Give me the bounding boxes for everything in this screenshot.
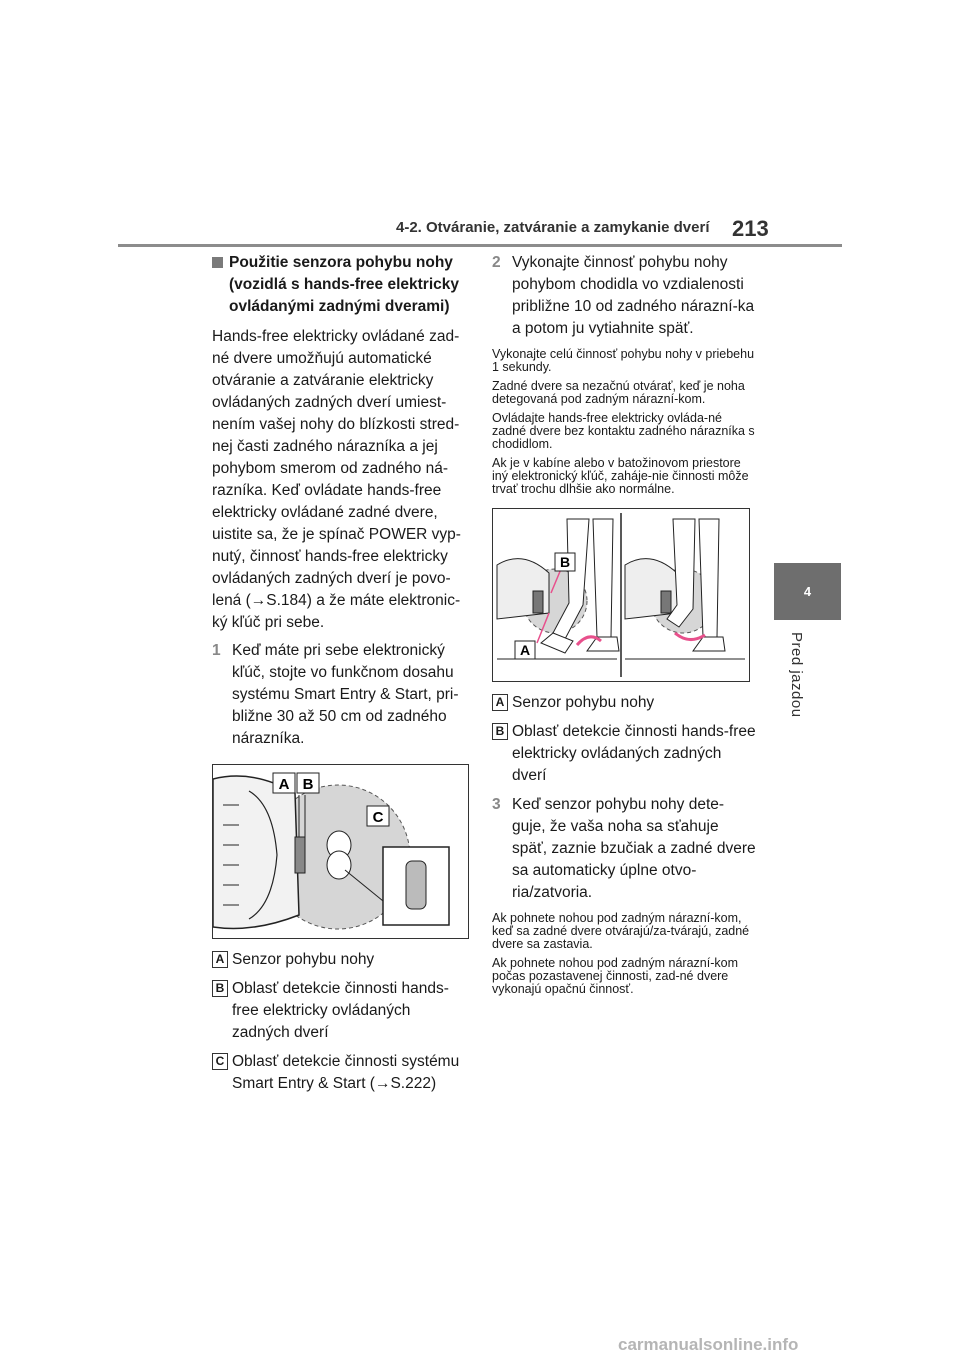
square-bullet-icon xyxy=(212,257,223,268)
step-1 xyxy=(212,640,470,750)
leg-standing-left xyxy=(593,519,613,637)
right-column xyxy=(492,252,756,1002)
section-heading: Použitie senzora pohybu nohy (vozidlá s hands-free elektricky ovládanými zadnými dverami) xyxy=(212,252,470,318)
chapter-label: Pred jazdou xyxy=(788,632,805,718)
step-text: Keď máte pri sebe elektronický kľúč, stojte vo funkčnom dosahu systému Smart Entry & Start, pri-bližne 30 až 50 cm od zadného nárazníka. xyxy=(232,642,459,747)
svg-text:A: A xyxy=(519,642,531,658)
figure2-legend xyxy=(492,692,756,787)
step-number: 2 xyxy=(492,254,501,271)
note: Ak pohnete nohou pod zadným nárazní-kom počas pozastavenej činnosti, zad-né dvere vykonajú opačnú činnosť. xyxy=(492,956,738,996)
figure-rear-bumper-top-view xyxy=(212,764,469,939)
section-title: 4-2. Otváranie, zatváranie a zamykanie dverí xyxy=(396,219,710,236)
foot-right xyxy=(327,851,351,879)
legend-item: B Oblasť detekcie činnosti hands-free elektricky ovládaných zadných dverí xyxy=(212,978,470,1044)
left-column xyxy=(212,252,470,1102)
legend-key: A xyxy=(212,951,228,968)
page-number: 213 xyxy=(732,216,769,241)
note: Vykonajte celú činnosť pohybu nohy v priebehu 1 sekundy. xyxy=(492,347,755,374)
svg-text:C: C xyxy=(372,809,384,826)
figure-foot-kick-side-view xyxy=(492,508,750,682)
note: Ovládajte hands-free elektricky ovláda-né zadné dvere bez kontaktu zadného nárazníka s chodidlom. xyxy=(492,411,755,451)
legend-key: A xyxy=(492,694,508,711)
motion-arrow-right xyxy=(675,633,705,640)
legend-key: C xyxy=(212,1053,228,1070)
step-number: 1 xyxy=(212,642,221,659)
legend-item: A Senzor pohybu nohy xyxy=(212,949,470,971)
legend-item: B Oblasť detekcie činnosti hands-free elektricky ovládaných zadných dverí xyxy=(492,721,756,787)
vehicle-rear xyxy=(213,776,299,928)
step-3 xyxy=(492,794,756,904)
sensor-left xyxy=(533,591,543,613)
electronic-key-icon xyxy=(406,861,426,909)
note: Zadné dvere sa nezačnú otvárať, keď je noha detegovaná pod zadným nárazní-kom. xyxy=(492,379,745,406)
chapter-tab[interactable] xyxy=(774,563,841,620)
watermark: carmanualsonline.info xyxy=(618,1335,799,1354)
svg-text:B: B xyxy=(302,776,314,793)
foot-sensor xyxy=(295,837,305,873)
leg-standing-right xyxy=(699,519,719,637)
note: Ak je v kabíne alebo v batožinovom priestore iný elektronický kľúč, zaháje-nie činnosti môže trvať trochu dlhšie ako normálne. xyxy=(492,456,749,496)
legend-item: C Oblasť detekcie činnosti systému Smart Entry & Start (→S.222) xyxy=(212,1051,470,1095)
svg-text:A: A xyxy=(278,776,290,793)
sensor-right xyxy=(661,591,671,613)
legend-item: A Senzor pohybu nohy xyxy=(492,692,756,714)
chapter-number: 4 xyxy=(803,584,812,599)
header-rule xyxy=(118,244,842,247)
legend-key: B xyxy=(212,980,228,997)
step-2 xyxy=(492,252,756,340)
step-text: Vykonajte činnosť pohybu nohy pohybom chodidla vo vzdialenosti približne 10 od zadného nárazní-ka a potom ju vytiahnite späť. xyxy=(512,254,755,337)
figure1-legend xyxy=(212,949,470,1095)
legend-key: B xyxy=(492,723,508,740)
intro-paragraph: Hands-free elektricky ovládané zad-né dvere umožňujú automatické otváranie a zatváranie elektricky ovládaných zadných dverí umiest-nením vašej nohy do blízkosti stred-nej časti zadného nárazníka a jej pohybom smerom od zadného ná-razníka. Keď ovládate hands-free elektricky ovládané zadné dvere, uistite sa, že je spínač POWER vyp-nutý, činnosť hands-free elektricky ovládaných zadných dverí je povo-lená (→S.184) a že máte elektronic-ký kľúč pri sebe. xyxy=(212,328,461,631)
step-number: 3 xyxy=(492,796,501,813)
step-text: Keď senzor pohybu nohy dete-guje, že vaša noha sa sťahuje späť, zaznie bzučiak a zadné dvere sa automaticky úplne otvo-ria/zatvoria. xyxy=(512,796,756,901)
note: Ak pohnete nohou pod zadným nárazní-kom, keď sa zadné dvere otvárajú/za-tvárajú, zadné dvere sa zastavia. xyxy=(492,911,750,951)
svg-text:B: B xyxy=(559,554,571,570)
